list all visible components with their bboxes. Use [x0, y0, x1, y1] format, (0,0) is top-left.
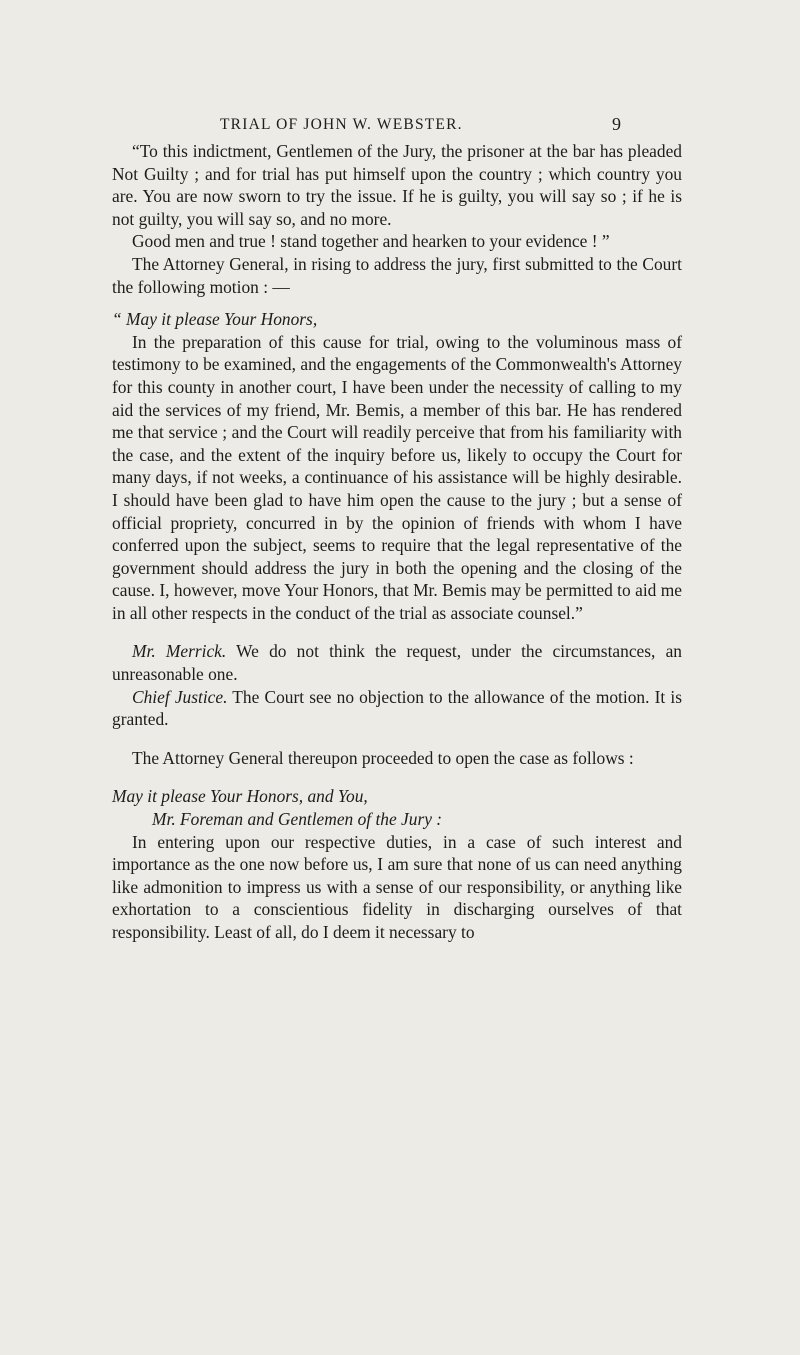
- paragraph-attorney-general-rises: The Attorney General, in rising to address the jury, first submitted to the Court the following motion : —: [112, 253, 682, 297]
- merrick-text: We do not think the request, under the circumstances, an unreasonable one.: [112, 641, 682, 685]
- speaker-chief-justice: Chief Justice.: [132, 686, 228, 707]
- paragraph-indictment: “To this indictment, Gentlemen of the Jury, the prisoner at the bar has pleaded Not Guilty ; and for trial has put himself upon the country ; which country you are. You are now sworn to try the issue. If he is guilty, you will say so ; if he is not guilty, you will say so, and no more.: [112, 141, 682, 229]
- motion-salutation: “ May it please Your Honors,: [112, 309, 318, 330]
- paragraph-merrick: [112, 640, 682, 685]
- page-header: [0, 116, 800, 138]
- running-title: TRIAL OF JOHN W. WEBSTER.: [220, 116, 463, 133]
- speaker-merrick: Mr. Merrick.: [132, 641, 227, 662]
- paragraph-motion: In the preparation of this cause for trial, owing to the voluminous mass of testimony to be examined, and the engagements of the Commonwealth's Attorney for this county in another court, I have been under the necessity of calling to my aid the services of my friend, Mr. Bemis, a member of this bar. He has rendered me that service ; and the Court will readily perceive that from his familiarity with the case, and the extent of the inquiry before us, likely to occupy the Court for many days, if not weeks, a continuance of his assistance will be highly desirable. I should have been glad to have him open the cause to the jury ; but a sense of official propriety, concurred in by the opinion of friends with whom I have conferred upon the subject, seems to require that the legal representative of the government should address the jury in both the opening and the closing of the cause. I, however, move Your Honors, that Mr. Bemis may be permitted to aid me in all other respects in the conduct of the trial as associate counsel.”: [112, 331, 682, 623]
- page-number: 9: [612, 114, 621, 134]
- paragraph-good-men: Good men and true ! stand together and hearken to your evidence ! ”: [132, 231, 610, 252]
- paragraph-opening: The Attorney General thereupon proceeded to open the case as follows :: [132, 747, 634, 768]
- chief-justice-text: The Court see no objection to the allowance of the motion. It is granted.: [112, 686, 682, 730]
- jury-salutation-line2: Mr. Foreman and Gentlemen of the Jury :: [152, 809, 443, 830]
- jury-salutation-line1: May it please Your Honors, and You,: [112, 786, 368, 807]
- paragraph-address: In entering upon our respective duties, in a case of such interest and importance as the one now before us, I am sure that none of us can need anything like admonition to impress us with a sense of our responsibility, or anything like exhortation to a conscientious fidelity in discharging ourselves of that responsibility. Least of all, do I deem it necessary to: [112, 831, 682, 942]
- paragraph-chief-justice: [112, 686, 682, 731]
- body-text: [112, 140, 682, 944]
